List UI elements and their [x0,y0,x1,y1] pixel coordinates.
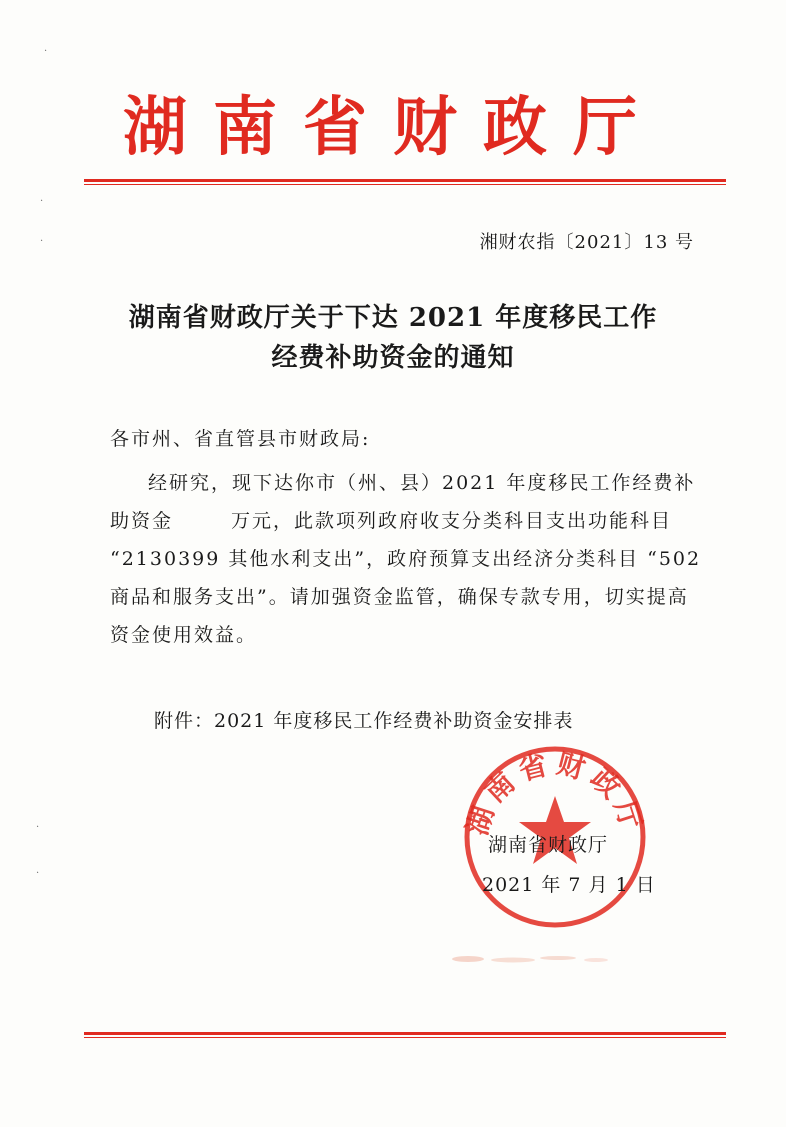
header-red-rule [84,179,726,182]
scan-mark: · [40,236,44,247]
body-line-4: 商品和服务支出”。请加强资金监管，确保专款专用，切实提高 [110,586,689,608]
signing-date: 2021 年 7 月 1 日 [482,874,656,896]
footer-red-rule [84,1032,726,1035]
notice-body [110,464,700,654]
body-line-1: 经研究，现下达你市（州、县）2021 年度移民工作经费补 [148,472,696,494]
scan-mark: · [44,46,48,57]
stamp-smudge [438,952,618,966]
footer-red-rule-thin [84,1037,726,1038]
signing-organization: 湖南省财政厅 [488,834,609,856]
body-line-2 [110,502,700,540]
document-number: 湘财农指〔2021〕13 号 [479,232,694,253]
document-title [0,298,786,378]
issuing-authority-header: 湖南省财政厅 [123,91,663,165]
addressee: 各市州、省直管县市财政局: [110,428,371,450]
scan-mark: · [36,868,40,879]
body-line-5: 资金使用效益。 [110,624,258,646]
attachment-note: 附件：2021 年度移民工作经费补助资金安排表 [154,710,574,732]
header-red-rule-thin [84,184,726,185]
body-line-2-end: 万元，此款项列政府收支分类科目支出功能科目 [231,510,673,532]
scan-mark: · [40,196,44,207]
seal-arc-text: 湖南省财政厅 [460,746,650,840]
document-title-line-1: 湖南省财政厅关于下达 2021 年度移民工作 [128,303,658,333]
body-line-2-start: 助资金 [110,510,174,532]
document-title-line-2: 经费补助资金的通知 [271,343,515,373]
body-line-3: “2130399 其他水利支出”，政府预算支出经济分类科目 “502 [110,548,702,570]
scan-mark: · [36,822,40,833]
